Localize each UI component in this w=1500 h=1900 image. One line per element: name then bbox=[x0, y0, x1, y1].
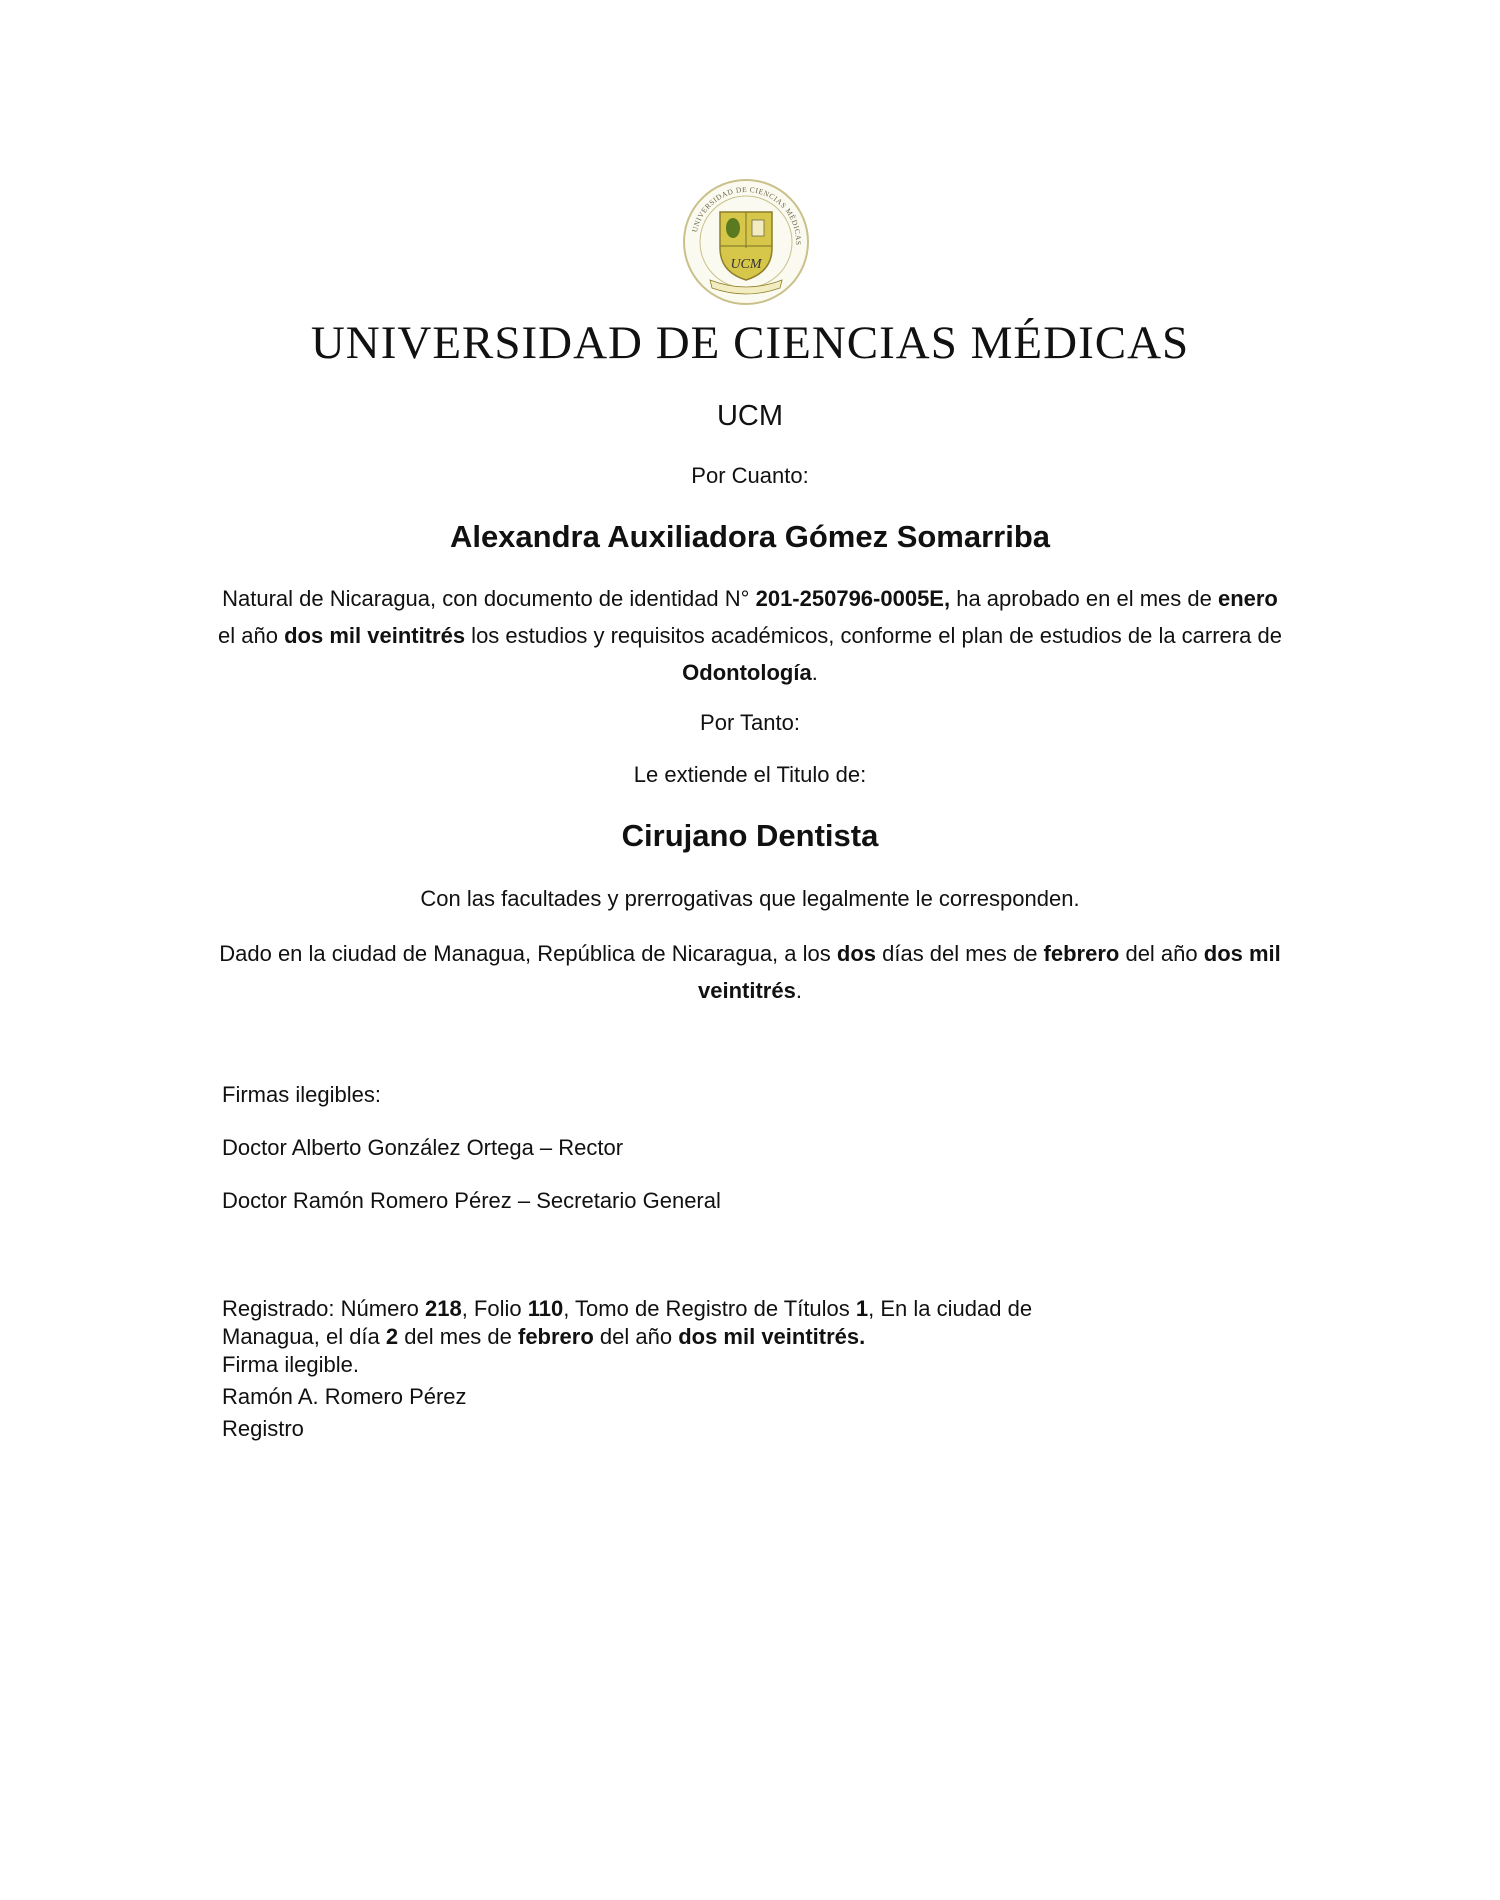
text-fragment: , Folio bbox=[461, 1296, 528, 1321]
registry-entry bbox=[222, 1295, 1122, 1351]
text-fragment: días del mes de bbox=[876, 941, 1044, 966]
text-fragment: del año bbox=[1119, 941, 1204, 966]
registry-month: febrero bbox=[518, 1324, 594, 1349]
text-fragment: Natural de Nicaragua, con documento de identidad N° bbox=[222, 586, 756, 611]
career-name: Odontología bbox=[682, 660, 812, 685]
degree-title: Cirujano Dentista bbox=[621, 818, 879, 853]
approval-month: enero bbox=[1217, 586, 1278, 611]
registry-year: dos mil veintitrés. bbox=[678, 1324, 866, 1349]
text-fragment: . bbox=[811, 660, 818, 685]
issued-year: dos mil veintitrés bbox=[698, 941, 1281, 1003]
signatures-heading: Firmas ilegibles: bbox=[222, 1082, 381, 1107]
approval-year: dos mil veintitrés bbox=[284, 623, 466, 648]
text-fragment: . bbox=[795, 978, 802, 1003]
extiende-text: Le extiende el Titulo de: bbox=[633, 762, 867, 787]
text-fragment: los estudios y requisitos académicos, conforme el plan de estudios de la carrera de bbox=[465, 623, 1282, 648]
text-fragment: , En la ciudad de Managua, el día bbox=[222, 1296, 1033, 1349]
rector-signature: Doctor Alberto González Ortega – Rector bbox=[222, 1135, 624, 1160]
registrar-name: Ramón A. Romero Pérez bbox=[222, 1384, 467, 1409]
approval-paragraph bbox=[215, 580, 1285, 691]
por-cuanto-heading: Por Cuanto: bbox=[691, 463, 809, 488]
issued-day: dos bbox=[836, 941, 876, 966]
text-fragment: ha aprobado en el mes de bbox=[950, 586, 1218, 611]
por-tanto-heading: Por Tanto: bbox=[700, 710, 800, 735]
university-acronym: UCM bbox=[716, 400, 784, 432]
svg-text:UCM: UCM bbox=[730, 257, 762, 272]
text-fragment: del año bbox=[593, 1324, 679, 1349]
id-number: 201-250796-0005E, bbox=[755, 586, 951, 611]
registry-folio: 110 bbox=[527, 1296, 564, 1321]
university-title: UNIVERSIDAD DE CIENCIAS MÉDICAS bbox=[310, 317, 1190, 369]
issued-month: febrero bbox=[1043, 941, 1120, 966]
text-fragment: Dado en la ciudad de Managua, República de Nicaragua, a los bbox=[219, 941, 837, 966]
university-seal-logo bbox=[680, 176, 812, 308]
text-fragment: , Tomo de Registro de Títulos bbox=[563, 1296, 856, 1321]
registry-signature-note: Firma ilegible. bbox=[222, 1352, 359, 1377]
svg-text:UNIVERSIDAD DE CIENCIAS MÉDICA: UNIVERSIDAD DE CIENCIAS MÉDICAS bbox=[690, 184, 804, 246]
registry-number: 218 bbox=[424, 1296, 462, 1321]
faculties-text: Con las facultades y prerrogativas que legalmente le corresponden. bbox=[420, 886, 1080, 911]
text-fragment: Registrado: Número bbox=[222, 1296, 425, 1321]
secretary-signature: Doctor Ramón Romero Pérez – Secretario General bbox=[222, 1188, 721, 1213]
registry-day: 2 bbox=[385, 1324, 399, 1349]
text-fragment: del mes de bbox=[398, 1324, 518, 1349]
registry-block bbox=[222, 1295, 1122, 1443]
text-fragment: el año bbox=[218, 623, 285, 648]
graduate-name: Alexandra Auxiliadora Gómez Somarriba bbox=[449, 519, 1051, 554]
registry-tomo: 1 bbox=[855, 1296, 869, 1321]
registry-office: Registro bbox=[222, 1416, 304, 1441]
issued-paragraph bbox=[215, 935, 1285, 1009]
